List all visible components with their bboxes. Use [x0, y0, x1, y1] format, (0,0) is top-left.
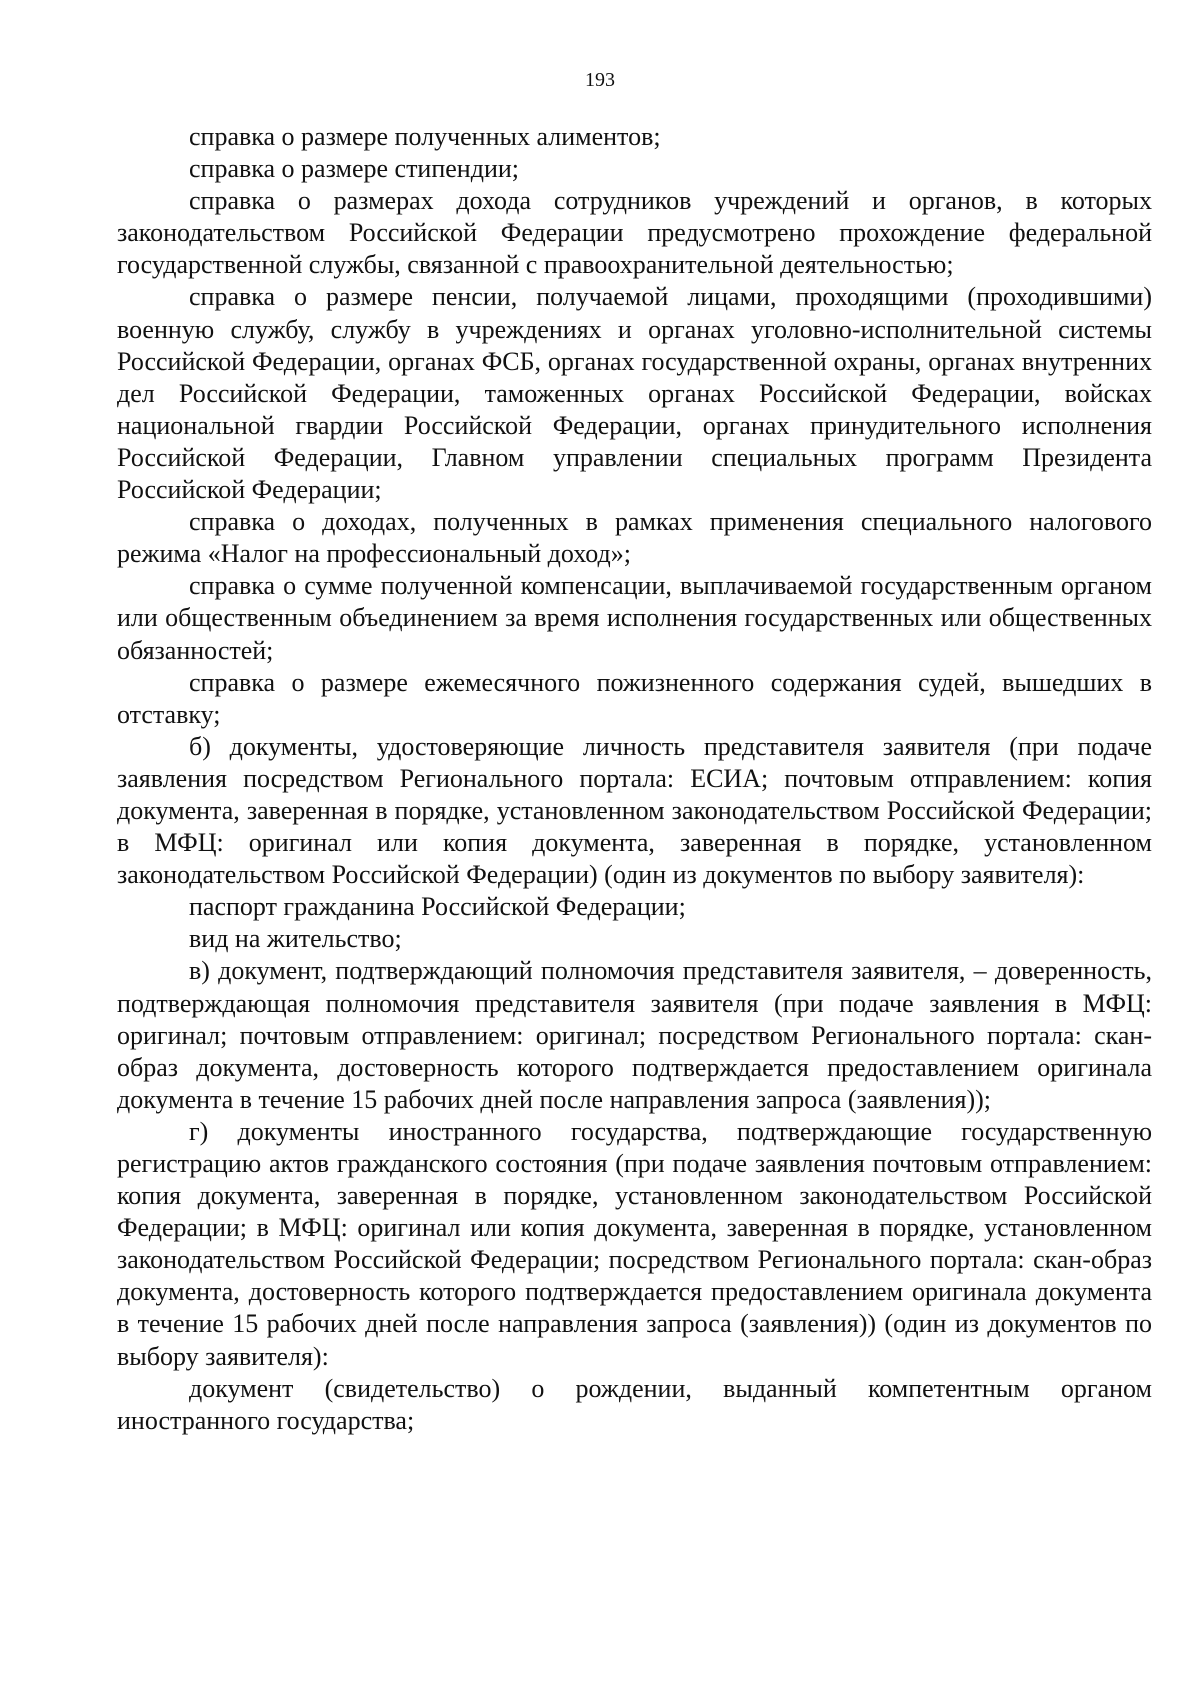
paragraph-passport: паспорт гражданина Российской Федерации;	[189, 892, 686, 922]
paragraph-alimony-certificate: справка о размере полученных алиментов;	[189, 122, 661, 151]
paragraph-employee-income-certificate: справка о размерах дохода сотрудников учреждений и органов, в которых законодательством Российской Федерации предусмотрено прохождение федеральной государственной службы, связанной с правоохранительной деятельностью;	[117, 186, 1152, 280]
page-number: 193	[585, 69, 615, 91]
paragraph-residence-permit: вид на жительство;	[189, 924, 402, 954]
paragraph-judge-maintenance-certificate: справка о размере ежемесячного пожизненного содержания судей, вышедших в отставку;	[117, 667, 1152, 729]
paragraph-pension-certificate: справка о размере пенсии, получаемой лицами, проходящими (проходившими) военную службу, службу в учреждениях и органах уголовно-исполнительной системы Российской Федерации, органах ФСБ, органах государственной охраны, органах внутренних дел Российской Федерации, таможенных органах Российской Федерации, войсках национальной гвардии Российской Федерации, органах принудительного исполнения Российской Федерации, Главном управлении специальных программ Президента Российской Федерации;	[117, 282, 1152, 505]
paragraph-item-v-power-of-attorney: в) документ, подтверждающий полномочия представителя заявителя, – доверенность, подтверждающая полномочия представителя заявителя (при подаче заявления в МФЦ: оригинал; почтовым отправлением: оригинал; посредством Регионального портала: скан-образ документа, достоверность которого подтверждается предоставлением оригинала документа в течение 15 рабочих дней после направления запроса (заявления));	[117, 956, 1152, 1114]
paragraph-stipend-certificate: справка о размере стипендии;	[189, 154, 519, 184]
paragraph-item-b-identity-documents: б) документы, удостоверяющие личность представителя заявителя (при подаче заявления посредством Регионального портала: ЕСИА; почтовым отправлением: копия документа, заверенная в порядке, установленном законодательством Российской Федерации; в МФЦ: оригинал или копия документа, заверенная в порядке, установленном законодательством Российской Федерации) (один из документов по выбору заявителя):	[117, 731, 1152, 890]
paragraph-birth-certificate: документ (свидетельство) о рождении, выданный компетентным органом иностранного государства;	[117, 1373, 1152, 1435]
paragraph-item-g-foreign-documents: г) документы иностранного государства, подтверждающие государственную регистрацию актов гражданского состояния (при подаче заявления почтовым отправлением: копия документа, заверенная в порядке, установленном законодательством Российской Федерации; в МФЦ: оригинал или копия документа, заверенная в порядке, установленном законодательством Российской Федерации; посредством Регионального портала: скан-образ документа, достоверность которого подтверждается предоставлением оригинала документа в течение 15 рабочих дней после направления запроса (заявления)) (один из документов по выбору заявителя):	[117, 1116, 1152, 1371]
document-body	[117, 121, 1152, 1437]
paragraph-professional-income-certificate: справка о доходах, полученных в рамках применения специального налогового режима «Налог на профессиональный доход»;	[117, 507, 1152, 569]
paragraph-compensation-certificate: справка о сумме полученной компенсации, выплачиваемой государственным органом или общественным объединением за время исполнения государственных или общественных обязанностей;	[117, 571, 1152, 665]
